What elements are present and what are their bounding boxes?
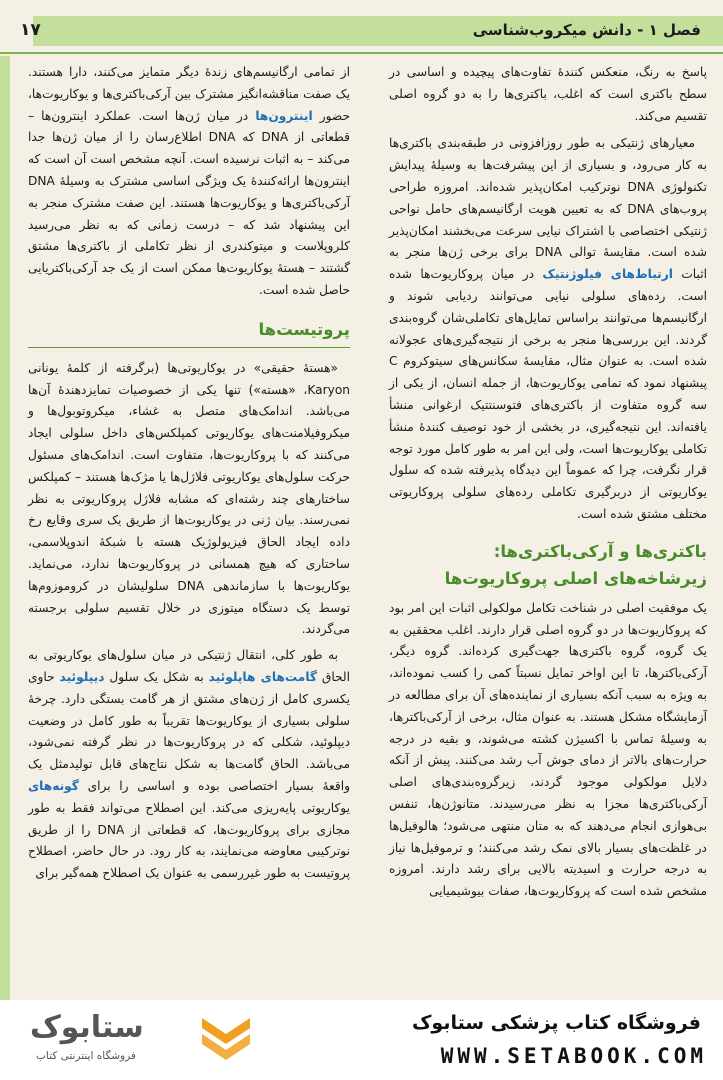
section-heading: پروتیست‌ها [258,319,350,339]
paragraph-text: به شکل یک سلول [104,669,209,684]
keyword: ارتباط‌های فیلوژنتیک [542,267,673,282]
paragraph: «هستهٔ حقیقی» در یوکاریوتی‌ها (برگرفته از کلمهٔ یونانی Karyon، «هسته») تنها یکی از خصوصیات تمایزدهندهٔ آن‌ها می‌باشد. اندامک‌های متصل به غشاء، میکروتوبول‌ها و میکروفیلامنت‌های یوکاریوتی کمپلکس‌های داخل سلولی ایجاد می‌کنند که با پروکاریوت‌ها، متفاوت است. اندامک‌های مسئول حرکت سلول‌های یوکاریوتی فلاژل‌ها یا مژک‌ها هستند – کمپلکس ساختارهای چند رشته‌ای که مشابه فلاژل پروکاریوتی به نظر نمی‌رسند. بیان ژنی در یوکاریوت‌ها از طریق یک سری وقایع رخ داده ایجاد الحاق فیزیولوژیک هسته با شبکهٔ اندوپلاسمی، ساختاری که هیچ همسانی در پروکاریوت‌ها ندارد، می‌نماید. یوکاریوت‌ها با سازماندهی DNA سلولیشان در کروموزوم‌ها توسط یک دستگاه میتوزی در خلال تقسیم سلولی برجسته می‌گردند. [28,360,350,637]
section-heading: باکتری‌ها و آرکی‌باکتری‌ها: زیرشاخه‌های اصلی پروکاریوت‌ها [444,541,707,588]
left-column [28,62,350,885]
header-rule [0,52,723,54]
paragraph [389,133,707,525]
logo-subtitle: فروشگاه اینترنتی کتاب [36,1050,136,1062]
paragraph [28,62,350,302]
keyword: گونه‌های [28,778,79,793]
chapter-title: فصل ۱ - دانش میکروب‌شناسی [472,21,701,39]
paragraph [28,645,350,885]
keyword: گامت‌های هاپلوئید [208,669,317,684]
logo-text: ستابوک [30,1010,144,1045]
store-banner[interactable] [0,1000,723,1080]
page-number: ۱۷ [20,20,41,40]
paragraph-text: از تمامی ارگانیسم‌های زندهٔ دیگر متمایز می‌کنند، دارا هستند. یک صفت مناقشه‌انگیز مشترک بین آرکی‌باکتری‌ها و یوکاریوت‌ها، حضور [28,65,350,123]
right-column [389,62,707,903]
paragraph: یک موفقیت اصلی در شناخت تکامل مولکولی اثبات این امر بود که پروکاریوت‌ها در دو گروه اصلی قرار دارند. اغلب محققین به یک گروه، گروه باکتری‌ها جهت‌گیری کرده‌اند. گروه دیگر، آرکی‌باکترها، تا این اواخر تمایل نسبتاً کمی را کسب نموده‌اند، به ویژه به سبب آنکه بسیاری از نماینده‌های آن برای مطالعه در آزمایشگاه مشکل هستند. به عنوان مثال، برخی از آرکی‌باکترها، به وسیلهٔ تماس با اکسیژن کشته می‌شوند، و بقیه در درجه حرارت‌های بالاتر از دمای جوش آب رشد می‌کنند. پیش از آنکه دلایل مولکولی موجود گردند، زیرگروه‌بندی‌های اصلی آرکی‌باکتری‌ها مجزا به نظر می‌رسیدند. متانوژن‌ها، تنفس بی‌هوازی انجام می‌دهند که به متان منتهی می‌شود؛ هالوفیل‌ها در غلظت‌های بسیار بالای نمک رشد می‌کنند؛ و ترموفیل‌ها نیاز به درجه حرارت و اسیدیته بالایی برای رشد دارند. امروزه مشخص شده است که پروکاریوت‌ها، صفات بیوشیمیایی [389,600,707,899]
chevron-logo-icon [196,1014,256,1068]
paragraph-text: معیارهای ژنتیکی به طور روزافزونی در طبقه‌بندی باکتری‌ها به کار می‌رود، و بسیاری از این پیشرفت‌ها به وسیلهٔ پیدایش تکنولوژی DNA نوترکیب امکان‌پذیر شده‌اند. امروزه طراحی پروب‌های DNA که به تعیین هویت ارگانیسم‌های حامل نواحی ژنتیکی اختصاصی با اشتراک نیایی سرعت می‌بخشند امکان‌پذیر شده است. مقایسهٔ توالی DNA برای برخی ژن‌ها منجر به اثبات [389,136,708,282]
paragraph-text: یوکاریوتی پایه‌ریزی می‌کند. این اصطلاح می‌تواند فقط به طور مجازی برای پروکاریوت‌ها، که قطعاتی از DNA را از طریق نوترکیبی معاوضه می‌نمایند، به کار رود. در حال حاضر، اصطلاح پروتیست به طور غیررسمی به عنوان یک اصطلاح همه‌گیر برای [28,800,350,881]
store-url[interactable]: WWW.SETABOOK.COM [440,1044,707,1068]
keyword: دیپلوئید [59,669,105,684]
section-heading-wrap [28,316,350,348]
paragraph-text: در میان ژن‌ها است. عملکرد اینترون‌ها – قطعاتی از DNA که DNA اطلاع‌رسان را از میان ژن‌ها جدا می‌کند – به اثبات نرسیده است. آنچه مشخص است آن است که اینترون‌ها ارائه‌کنندهٔ یک ویژگی اساسی مشترک به وسیلهٔ DNA آرکی‌باکتری‌ها و یوکاریوت‌ها هستند. این صفت مشترک منجر به این پیشنهاد شد که – درست زمانی که به نظر می‌رسید کلروپلاست و میتوکندری از نظر تکاملی از باکتری‌ها مشتق گشتند – هستهٔ یوکاریوت‌ها ممکن است از یک جد آرکی‌باکتریایی حاصل شده است. [28,108,350,297]
paragraph-text: حاوی یکسری کامل از ژن‌های مشتق از هر گامت بستگی دارد. چرخهٔ سلولی بسیاری از یوکاریوت‌ها تقریباً به طور کامل در وضعیت دیپلوئید، شکلی که در پروکاریوت‌ها در نظر گرفته نمی‌شود، می‌باشد. الحاق گامت‌ها به شکل نتاج‌های قابل تولیدمثل یک واقعهٔ بسیار اختصاصی بوده و اساسی را برای [28,669,350,793]
paragraph: پاسخ به رنگ، منعکس کنندهٔ تفاوت‌های پیچیده و اساسی در سطح باکتری است که اغلب، باکتری‌ها را به دو گروه اصلی تقسیم می‌کند. [389,65,707,123]
paragraph-text: به طور کلی، انتقال ژنتیکی در میان سلول‌های یوکاریوتی به الحاق [28,648,350,684]
store-name: فروشگاه کتاب پزشکی ستابوک [411,1012,701,1034]
page-header [0,12,723,54]
paragraph-text: در میان پروکاریوت‌ها شده است. رده‌های سلولی نیایی می‌توانند ردیابی شوند و ارگانیسم‌ها می‌توانند براساس تمایل‌های تکاملی‌شان گروه‌بندی گردند. این بررسی‌ها منجر به برخی از نتیجه‌گیری‌های عجولانه شده است. به عنوان مثال، مقایسهٔ سکانس‌های سیتوکروم C پیشنهاد نمود که تمامی یوکاریوت‌ها، از جمله انسان، از یکی از سه گروه متفاوت از باکتری‌های فتوسنتتیک ارغوانی منشأ یافته‌اند. این نتیجه‌گیری، در بخشی از خود توصیف کنندهٔ منشأ تکاملی یوکاریوت‌ها است، ولی این امر به طور کامل مورد توجه قرار نگرفت، چرا که عموماً این دیدگاه پذیرفته شده که سلول یوکاریوتی از دربرگیری تکاملی رده‌های سلولی پروکاریوتی مختلف مشتق شده است. [389,267,707,521]
margin-strip [0,56,10,1000]
keyword: اینترون‌ها [255,108,313,123]
